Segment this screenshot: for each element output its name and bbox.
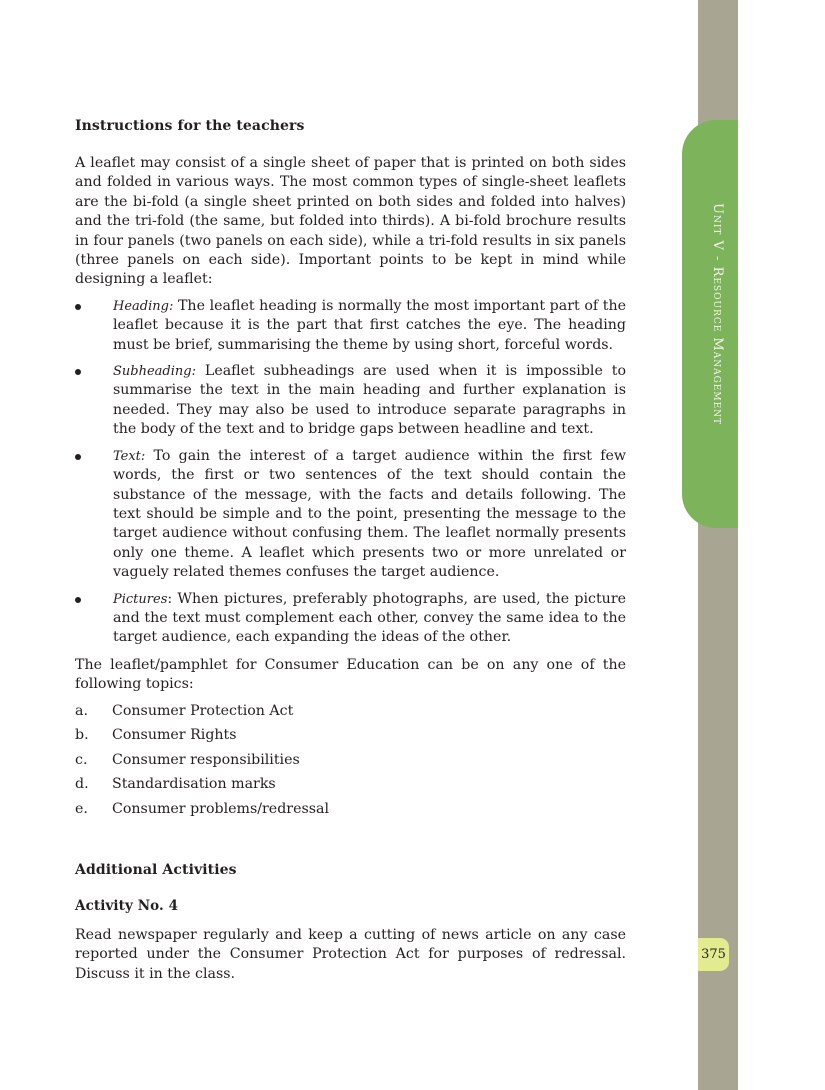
topic-text: Consumer Rights — [112, 727, 237, 744]
list-item — [75, 748, 626, 773]
list-marker: c. — [75, 751, 88, 768]
topic-text: Consumer responsibilities — [112, 751, 300, 768]
section-heading-additional-activities: Additional Activities — [75, 862, 237, 879]
bullet-icon — [75, 369, 81, 375]
bullet-icon — [75, 454, 81, 460]
topic-text: Consumer problems/redressal — [112, 800, 330, 817]
bullet-text: : When pictures, preferably photographs, are used, the picture and the text must complement each other, convey the same idea to the target audience, each expanding the ideas of the other. — [113, 590, 626, 646]
page-number: 375 — [698, 938, 729, 971]
list-item — [75, 723, 626, 748]
topics-list — [75, 699, 626, 822]
activity-text: Read newspaper regularly and keep a cutting of news article on any case reported under the Consumer Protection Act for purposes of redressal. Discuss it in the class. — [75, 927, 626, 982]
bullet-term: Heading: — [113, 298, 174, 314]
bullet-text: To gain the interest of a target audience within the first few words, the first or two sentences of the text should contain the substance of the message, with the facts and details following. The text should be simple and to the point, presenting the message to the target audience without confusing them. The leaflet normally presents only one theme. A leaflet which presents two or more unrelated or vaguely related themes confuses the target audience. — [113, 447, 626, 581]
section-heading-instructions: Instructions for the teachers — [75, 118, 305, 134]
bullet-term: Subheading: — [113, 364, 196, 380]
list-item — [75, 590, 626, 648]
bullet-term: Text: — [113, 448, 146, 464]
list-marker: a. — [75, 702, 88, 719]
list-item — [75, 362, 626, 440]
topic-text: Standardisation marks — [112, 776, 276, 793]
bullet-text: The leaflet heading is normally the most important part of the leaflet because it is the part that first catches the eye. The heading must be brief, summarising the theme by using short, forceful words. — [113, 297, 626, 353]
topics-intro: The leaflet/pamphlet for Consumer Education can be on any one of the following topics: — [75, 656, 626, 693]
bullet-icon — [75, 304, 81, 310]
activity-heading: Activity No. 4 — [75, 898, 179, 915]
list-marker: e. — [75, 800, 88, 817]
bullet-text: Leaflet subheadings are used when it is impossible to summarise the text in the main heading and further explanation is needed. They may also be used to introduce separate paragraphs in the body of the text and to bridge gaps between headline and text. — [113, 363, 626, 438]
design-points-list — [75, 297, 626, 648]
topic-text: Consumer Protection Act — [112, 702, 294, 719]
list-marker: d. — [75, 776, 89, 793]
unit-label: Unit V - Resource Management — [710, 203, 725, 426]
bullet-term: Pictures — [113, 591, 168, 607]
intro-paragraph: A leaflet may consist of a single sheet of paper that is printed on both sides and folded in various ways. The most common types of single-sheet leaflets are the bi-fold (a single sheet printed on both sides and folded into halves) and the tri-fold (the same, but folded into thirds). A bi-fold brochure results in four panels (two panels on each side), while a tri-fold results in six panels (three panels on each side). Important points to be kept in mind while designing a leaflet: — [75, 155, 626, 288]
list-item — [75, 297, 626, 355]
list-marker: b. — [75, 727, 89, 744]
list-item — [75, 797, 626, 822]
list-item — [75, 699, 626, 724]
list-item — [75, 447, 626, 583]
page-content — [75, 116, 626, 984]
list-item — [75, 772, 626, 797]
bullet-icon — [75, 597, 81, 603]
